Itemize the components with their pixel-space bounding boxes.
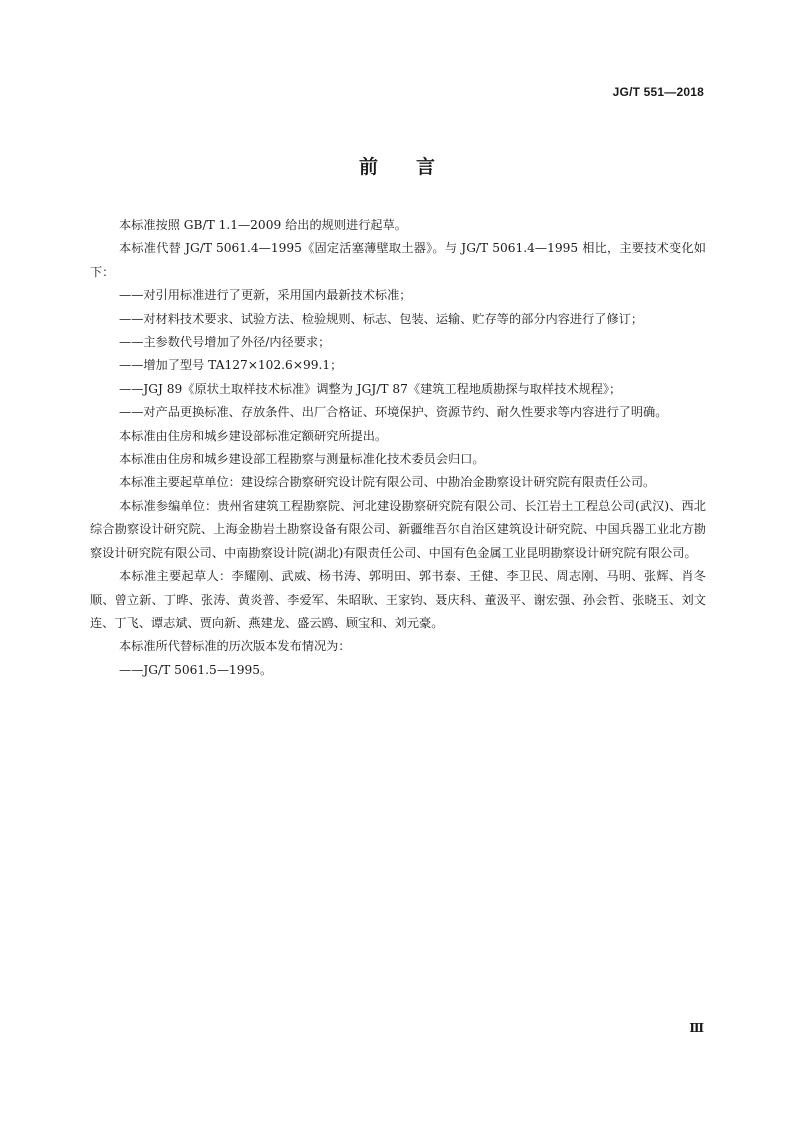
- change-item: ——JGJ 89《原状土取样技术标准》调整为 JGJ/T 87《建筑工程地质勘探与取样技术规程》；: [119, 381, 622, 396]
- title-char-2: 言: [416, 156, 436, 178]
- paragraph-previous-editions: 本标准所代替标准的历次版本发布情况为：: [119, 639, 351, 654]
- paragraph-proposed-by: 本标准由住房和城乡建设部标准定额研究所提出。: [119, 428, 388, 443]
- paragraph-participating-units: 本标准参编单位：贵州省建筑工程勘察院、河北建设勘察研究院有限公司、长江岩土工程总公司(武汉)、西北综合勘察设计研究院、上海金勘岩土勘察设备有限公司、新疆维吾尔自治区建筑设计研究院、中国兵器工业北方勘察设计研究院有限公司、中南勘察设计院(湖北)有限责任公司、中国有色金属工业昆明勘察设计研究院有限公司。: [90, 498, 706, 560]
- change-item: ——对材料技术要求、试验方法、检验规则、标志、包装、运输、贮存等的部分内容进行了修订；: [119, 311, 644, 326]
- paragraph-main-drafting-units: 本标准主要起草单位：建设综合勘察研究设计院有限公司、中勘冶金勘察设计研究院有限责任公司。: [119, 475, 656, 490]
- paragraph-drafters: 本标准主要起草人：李耀刚、武威、杨书涛、郭明田、郭书泰、王健、李卫民、周志刚、马明、张辉、肖冬顺、曾立新、丁晔、张涛、黄炎普、李爱军、朱昭耿、王家钧、聂庆科、董汲平、谢宏强、孙会哲、张晓玉、刘文连、丁飞、谭志斌、贾向新、燕建龙、盛云鸥、顾宝和、刘元豪。: [90, 569, 706, 630]
- change-item: ——对产品更换标准、存放条件、出厂合格证、环境保护、资源节约、耐久性要求等内容进行了明确。: [119, 405, 668, 420]
- page-number: Ⅲ: [689, 1021, 704, 1035]
- standard-number: JG/T 551—2018: [612, 85, 704, 99]
- title-char-1: 前: [358, 156, 378, 178]
- change-item: ——主参数代号增加了外径/内径要求；: [119, 335, 331, 350]
- paragraph-drafting-rules: 本标准按照 GB/T 1.1—2009 给出的规则进行起草。: [119, 218, 407, 232]
- paragraph-centralized-by: 本标准由住房和城乡建设部工程勘察与测量标准化技术委员会归口。: [119, 452, 485, 467]
- change-item: ——对引用标准进行了更新，采用国内最新技术标准；: [119, 288, 412, 303]
- page-title: [0, 152, 794, 179]
- previous-edition-item: ——JG/T 5061.5—1995。: [119, 662, 273, 677]
- paragraph-replaces: 本标准代替 JG/T 5061.4—1995《固定活塞薄壁取土器》。与 JG/T 5061.4—1995 相比，主要技术变化如下：: [90, 241, 706, 279]
- foreword-body: [90, 214, 706, 682]
- change-item: ——增加了型号 TA127×102.6×99.1；: [119, 358, 343, 373]
